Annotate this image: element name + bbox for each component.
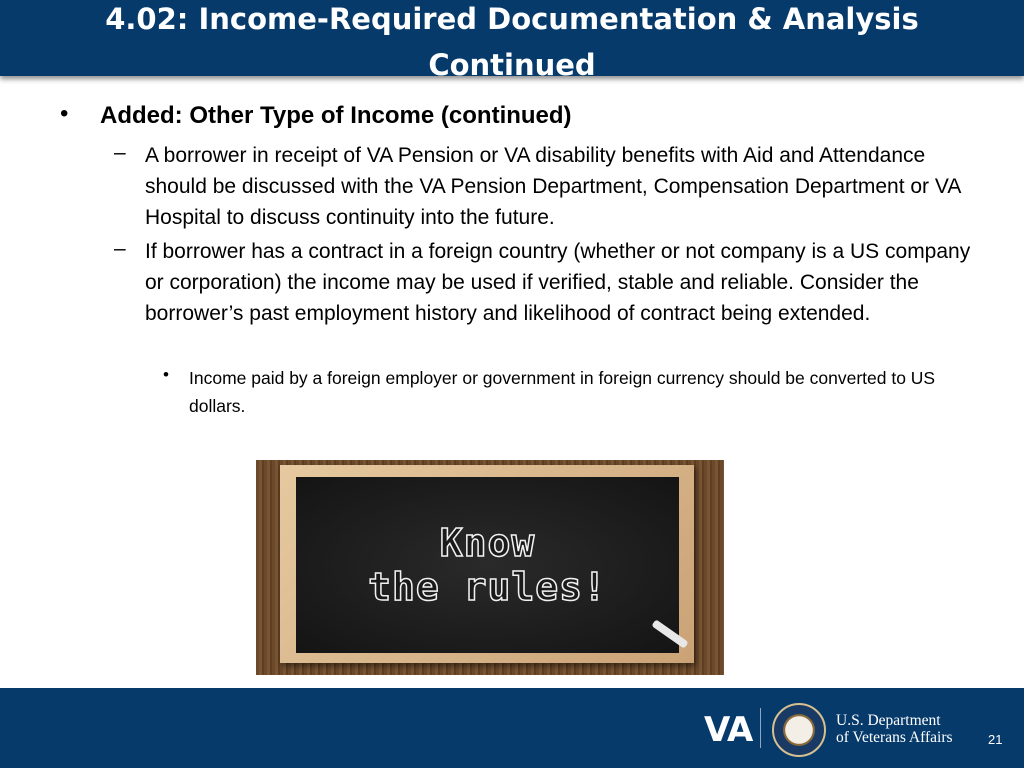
bullet-heading: Added: Other Type of Income (continued) (100, 102, 572, 129)
department-name (836, 712, 953, 746)
va-logo: VA (704, 710, 753, 750)
department-name-line2: of Veterans Affairs (836, 729, 953, 746)
footer-divider (760, 708, 761, 748)
slide-title-line2: Continued (428, 48, 596, 82)
department-name-line1: U.S. Department (836, 712, 941, 729)
chalkboard-image (256, 460, 724, 675)
dash-icon: – (114, 141, 126, 164)
footer-bar (0, 688, 1024, 768)
slide-title-line1: 4.02: Income-Required Documentation & Analysis (105, 2, 919, 36)
page-number: 21 (988, 732, 1003, 747)
chalkboard-text-line2: the rules! (368, 565, 607, 609)
slide-title (40, 0, 984, 88)
sub-sub-bullet-currency: Income paid by a foreign employer or government in foreign currency should be converted to US dollars. (189, 368, 936, 416)
sub-bullet-foreign-contract: If borrower has a contract in a foreign country (whether or not company is a US company or corporation) the income may be used if verified, stable and reliable. Consider the borrower’s past employment history and likelihood of contract being extended. (145, 240, 971, 325)
sub-bullet-pension: A borrower in receipt of VA Pension or VA disability benefits with Aid and Attendance should be discussed with the VA Pension Department, Compensation Department or VA Hospital to discuss continuity into the future. (145, 144, 961, 229)
chalkboard-text (296, 521, 679, 609)
chalkboard-text-line1: Know (439, 521, 536, 565)
chalkboard-frame (280, 465, 694, 663)
va-seal-icon (772, 703, 826, 757)
bullet-icon: • (60, 100, 69, 127)
bullet-icon: • (163, 365, 169, 384)
chalkboard (296, 477, 679, 653)
dash-icon: – (114, 237, 126, 260)
